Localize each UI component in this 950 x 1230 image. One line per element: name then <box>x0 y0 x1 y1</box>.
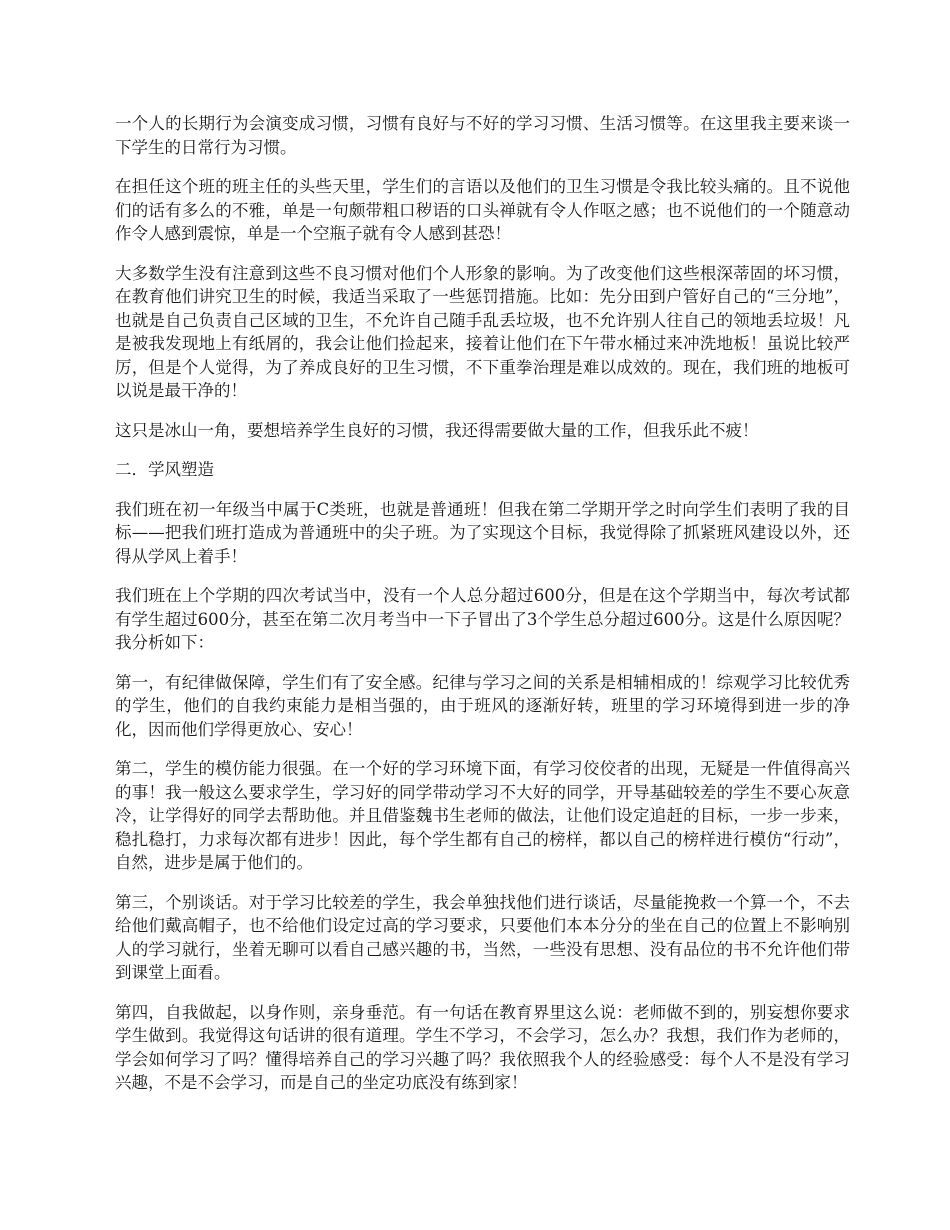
paragraph-habits-intro: 一个人的长期行为会演变成习惯，习惯有良好与不好的学习习惯、生活习惯等。在这里我主要来谈一下学生的日常行为习惯。 <box>115 114 850 157</box>
paragraph-hygiene-measures: 大多数学生没有注意到这些不良习惯对他们个人形象的影响。为了改变他们这些根深蒂固的坏习惯，在教育他们讲究卫生的时候，我适当采取了一些惩罚措施。比如：先分田到户管好自己的“三分地”，也就是自己负责自己区域的卫生，不允许自己随手乱丢垃圾，也不允许别人往自己的领地丢垃圾！凡是被我发现地上有纸屑的，我会让他们捡起来，接着让他们在下午带水桶过来冲洗地板！虽说比较严厉，但是个人觉得，为了养成良好的卫生习惯，不下重拳治理是难以成效的。现在，我们班的地板可以说是最干净的！ <box>115 263 850 400</box>
paragraph-class-goal: 我们班在初一年级当中属于C类班，也就是普通班！但我在第二学期开学之时向学生们表明了我的目标——把我们班打造成为普通班中的尖子班。为了实现这个目标，我觉得除了抓紧班风建设以外，还得从学风上着手！ <box>115 499 850 566</box>
paragraph-point-four: 第四，自我做起，以身作则，亲身垂范。有一句话在教育界里这么说：老师做不到的，别妄想你要求学生做到。我觉得这句话讲的很有道理。学生不学习，不会学习，怎么办？我想，我们作为老师的，学会如何学习了吗？懂得培养自己的学习兴趣了吗？我依照我个人的经验感受：每个人不是没有学习兴趣，不是不会学习，而是自己的坐定功底没有练到家！ <box>115 1002 850 1092</box>
section-heading-study-style: 二．学风塑造 <box>115 460 214 479</box>
paragraph-point-three: 第三，个别谈话。对于学习比较差的学生，我会单独找他们进行谈话，尽量能挽救一个算一个，不去给他们戴高帽子，也不给他们设定过高的学习要求，只要他们本本分分的坐在自己的位置上不影响别人的学习就行，坐着无聊可以看自己感兴趣的书，当然，一些没有思想、没有品位的书不允许他们带到课堂上面看。 <box>115 892 850 982</box>
document-body <box>115 112 850 1111</box>
paragraph-point-two: 第二，学生的模仿能力很强。在一个好的学习环境下面，有学习佼佼者的出现，无疑是一件值得高兴的事！我一般这么要求学生，学习好的同学带动学习不大好的同学，开导基础较差的学生不要心灰意冷，让学得好的同学去帮助他。并且借鉴魏书生老师的做法，让他们设定追赶的目标，一步一步来，稳扎稳打，力求每次都有进步！因此，每个学生都有自己的榜样，都以自己的榜样进行模仿“行动”，自然，进步是属于他们的。 <box>115 759 850 872</box>
paragraph-point-one: 第一，有纪律做保障，学生们有了安全感。纪律与学习之间的关系是相辅相成的！综观学习比较优秀的学生，他们的自我约束能力是相当强的，由于班风的逐渐好转，班里的学习环境得到进一步的净化，因而他们学得更放心、安心！ <box>115 672 850 739</box>
paragraph-early-days: 在担任这个班的班主任的头些天里，学生们的言语以及他们的卫生习惯是令我比较头痛的。且不说他们的话有多么的不雅，单是一句颇带粗口秽语的口头禅就有令人作呕之感；也不说他们的一个随意动作令人感到震惊，单是一个空瓶子就有令人感到甚恐！ <box>115 177 850 243</box>
paragraph-exam-results: 我们班在上个学期的四次考试当中，没有一个人总分超过600分，但是在这个学期当中，每次考试都有学生超过600分，甚至在第二次月考当中一下子冒出了3个学生总分超过600分。这是什么原因呢？我分析如下： <box>115 586 850 652</box>
paragraph-tip-of-iceberg: 这只是冰山一角，要想培养学生良好的习惯，我还得需要做大量的工作，但我乐此不疲！ <box>115 420 759 440</box>
